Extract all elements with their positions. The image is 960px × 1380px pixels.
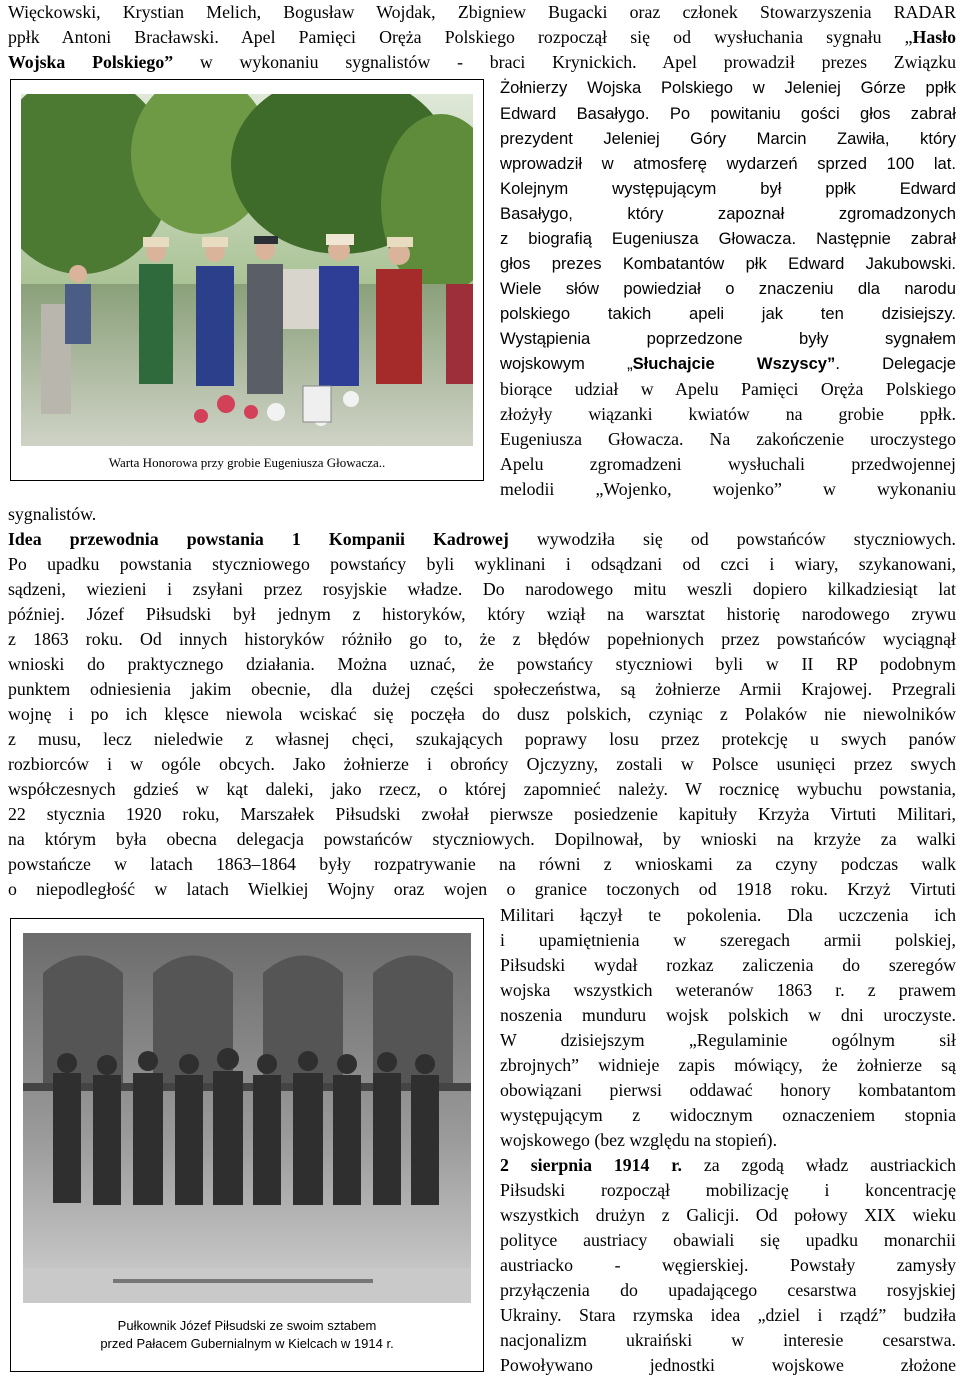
- text-line: [500, 176, 956, 201]
- text-run: za zgodą władz austriackich: [681, 1155, 956, 1175]
- text-line: [500, 1253, 956, 1278]
- text-line: [8, 877, 956, 902]
- text-run: z 1863 roku. Od innych historyków różniło go to, że z błędów popełnionych przez powstańców wyciągnął: [8, 629, 956, 649]
- bold-text: Słuchajcie Wszyscy”: [632, 354, 836, 373]
- text-run: austriacko - węgierskiej. Powstały zamysły: [500, 1255, 956, 1275]
- text-line: [500, 326, 956, 351]
- text-run: wnioski do praktycznego działania. Można uznać, że powstańcy styczniowi byli w II RP podobnym: [8, 654, 956, 674]
- text-run: wojnę i po ich klęsce niewola wciskać się poczęła do dusz polskich, czyniąc z Polaków nie niewolników: [8, 704, 956, 724]
- text-line: [8, 25, 956, 50]
- text-line: [8, 752, 956, 777]
- text-line: [500, 226, 956, 251]
- text-run: zbrojnych” widnieje zapis mówiący, że żołnierze są: [500, 1055, 956, 1075]
- text-run: Wystąpienia poprzedzone były sygnałem: [500, 329, 956, 348]
- text-line: [8, 502, 956, 527]
- text-run: polityce austriacy obawiali się upadku monarchii: [500, 1230, 956, 1250]
- text-line: [500, 953, 956, 978]
- text-line: [500, 1303, 956, 1328]
- text-line: [500, 251, 956, 276]
- text-line: [500, 1103, 956, 1128]
- text-line: [8, 527, 956, 552]
- text-line: [500, 201, 956, 226]
- text-line: [500, 402, 956, 427]
- text-run: obowiązani pierwsi oddawać honory kombatantom: [500, 1080, 956, 1100]
- text-run: wojska wszystkich weteranów 1863 r. z prawem: [500, 980, 956, 1000]
- text-run: Piłsudski wydał rozkaz zaliczenia do szeregów: [500, 955, 956, 975]
- text-run: przyłączenia do upadającego cesarstwa rosyjskiej: [500, 1280, 956, 1300]
- text-run: Piłsudski rozpoczął mobilizację i koncentrację: [500, 1180, 956, 1200]
- text-line: [500, 1053, 956, 1078]
- text-run: sądzeni, wiezieni i zsyłani przez rosyjskie władze. Do narodowego mitu weszli dopiero kilkadziesiąt lat: [8, 579, 956, 599]
- text-run: polskiego takich apeli jak ten dzisiejszy.: [500, 304, 956, 323]
- text-line: [500, 978, 956, 1003]
- text-run: nacjonalizm ukraiński w interesie cesarstwa.: [500, 1330, 956, 1350]
- text-run: ppłk Antoni Bracławski. Apel Pamięci Oręża Polskiego rozpoczął się od wysłuchania sygnału „: [8, 27, 913, 47]
- text-line: [500, 1003, 956, 1028]
- text-line: [500, 301, 956, 326]
- text-run: prezydent Jeleniej Góry Marcin Zawiła, który: [500, 129, 956, 148]
- text-line: [500, 101, 956, 126]
- text-line: [500, 1128, 956, 1153]
- text-line: [8, 50, 956, 75]
- text-line: [500, 276, 956, 301]
- text-run: punktem odniesienia jakim obecnie, dla dużej części społeczeństwa, są żołnierze Armii Krajowej. Przegrali: [8, 679, 956, 699]
- text-run: występującym z widocznym oznaczeniem stopnia: [500, 1105, 956, 1125]
- text-line: [500, 151, 956, 176]
- text-run: noszenia munduru wojsk polskich w dni uroczyste.: [500, 1005, 956, 1025]
- text-run: z musu, lecz nieledwie z własnej chęci, szukających poprawy losu przez protekcję u swych panów: [8, 729, 956, 749]
- text-run: złożyły wiązanki kwiatów na grobie ppłk.: [500, 404, 956, 424]
- text-line: [500, 903, 956, 928]
- text-line: [8, 552, 956, 577]
- text-run: melodii „Wojenko, wojenko” w wykonaniu: [500, 479, 956, 499]
- text-run: głos prezes Kombatantów płk Edward Jakubowski.: [500, 254, 956, 273]
- text-line: [8, 727, 956, 752]
- text-run: wojskowym „: [500, 354, 633, 373]
- text-line: [8, 577, 956, 602]
- text-run: z biografią Eugeniusza Głowacza. Następnie zabrał: [500, 229, 956, 248]
- text-line: [500, 1153, 956, 1178]
- text-line: [500, 1178, 956, 1203]
- text-line: [8, 0, 956, 25]
- text-line: [500, 75, 956, 100]
- text-line: [500, 477, 956, 502]
- text-line: [500, 1328, 956, 1353]
- text-run: Wiele słów powiedział o znaczeniu dla narodu: [500, 279, 956, 298]
- text-run: później. Józef Piłsudski był jednym z historyków, który wziął na warsztat historię narodowego zrywu: [8, 604, 956, 624]
- text-line: [500, 377, 956, 402]
- text-run: powstańcze w latach 1863–1864 były rozpatrywanie na równi z wnioskami za czyny podczas walk: [8, 854, 956, 874]
- bold-text: Idea przewodnia powstania 1 Kompanii Kadrowej: [8, 529, 509, 549]
- text-line: [8, 652, 956, 677]
- figure-honor-guard: [10, 79, 484, 481]
- text-run: Basałygo, który zapoznał zgromadzonych: [500, 204, 956, 223]
- text-line: [500, 1028, 956, 1053]
- text-line: [500, 427, 956, 452]
- text-line: [500, 452, 956, 477]
- text-line: [500, 1078, 956, 1103]
- text-run: Żołnierzy Wojska Polskiego w Jeleniej Górze ppłk: [500, 78, 956, 97]
- photo-honor-guard: [21, 94, 473, 446]
- text-line: [500, 1203, 956, 1228]
- figure2-caption: [11, 1317, 483, 1353]
- text-run: w wykonaniu sygnalistów - braci Krynickich. Apel prowadził prezes Związku: [173, 52, 956, 72]
- figure1-caption: Warta Honorowa przy grobie Eugeniusza Głowacza..: [108, 455, 386, 470]
- text-run: na którym była obecna delegacja powstańców styczniowych. Dopilnował, by wnioski na krzyże za walki: [8, 829, 956, 849]
- text-line: [8, 852, 956, 877]
- text-run: o niepodległość w latach Wielkiej Wojny oraz wojen o granice toczonych od 1918 roku. Krzyż Virtuti: [8, 879, 956, 899]
- text-line: [8, 702, 956, 727]
- text-line: [8, 777, 956, 802]
- text-run: Kolejnym występującym był ppłk Edward: [500, 179, 956, 198]
- text-line: [500, 1228, 956, 1253]
- text-run: współczesnych gdzieś w kąt daleki, jako rzecz, o której zapomnieć należy. W rocznicę wybuchu powstania,: [8, 779, 956, 799]
- figure2-caption-line2: przed Pałacem Gubernialnym w Kielcach w 1914 r.: [100, 1336, 394, 1351]
- text-line: [8, 602, 956, 627]
- text-run: rozbiorców i w ogóle obcych. Jako żołnierze i obrońcy Ojczyzny, zostali w Polsce usunięci przez swych: [8, 754, 956, 774]
- text-run: wszystkich drużyn z Galicji. Od połowy XIX wieku: [500, 1205, 956, 1225]
- text-line: [500, 1353, 956, 1378]
- figure2-caption-line1: Pułkownik Józef Piłsudski ze swoim sztabem: [117, 1318, 377, 1333]
- text-run: Eugeniusza Głowacza. Na zakończenie uroczystego: [500, 429, 956, 449]
- text-run: Po upadku powstania styczniowego powstańcy byli wyklinani i odsądzani od czci i wiary, szykanowani,: [8, 554, 956, 574]
- text-run: Edward Basałygo. Po powitaniu gości głos zabrał: [500, 104, 956, 123]
- text-run: Ukrainy. Stara rzymska idea „dziel i rządź” budziła: [500, 1305, 956, 1325]
- text-run: wprowadził w atmosferę wydarzeń sprzed 100 lat.: [500, 154, 956, 173]
- text-run: Powoływano jednostki wojskowe złożone: [500, 1355, 956, 1375]
- text-run: Militari łączył te pokolenia. Dla uczczenia ich: [500, 905, 956, 925]
- text-run: biorące udział w Apelu Pamięci Oręża Polskiego: [500, 379, 956, 399]
- text-line: [8, 677, 956, 702]
- text-run: i upamiętnienia w szeregach armii polskiej,: [500, 930, 956, 950]
- text-line: [8, 627, 956, 652]
- bold-text: Wojska Polskiego”: [8, 52, 174, 72]
- text-run: Więckowski, Krystian Melich, Bogusław Wojdak, Zbigniew Bugacki oraz członek Stowarzyszenia RADAR: [8, 2, 956, 22]
- text-run: wywodziła się od powstańców styczniowych.: [508, 529, 956, 549]
- text-line: [500, 126, 956, 151]
- bold-text: 2 sierpnia 1914 r.: [500, 1155, 682, 1175]
- bold-text: Hasło: [912, 27, 956, 47]
- text-line: [8, 827, 956, 852]
- figure-pilsudski-staff: [10, 918, 484, 1372]
- text-run: wojskowego (bez względu na stopień).: [500, 1130, 778, 1150]
- text-line: [500, 351, 956, 376]
- text-line: [500, 928, 956, 953]
- text-run: 22 stycznia 1920 roku, Marszałek Piłsudski zwołał pierwsze posiedzenie kapituły Krzyża Virtuti Militari,: [8, 804, 956, 824]
- text-run: . Delegacje: [835, 354, 956, 373]
- text-line: [8, 802, 956, 827]
- text-run: sygnalistów.: [8, 504, 97, 524]
- text-run: Apelu zgromadzeni wysłuchali przedwojennej: [500, 454, 956, 474]
- text-run: W dzisiejszym „Regulaminie ogólnym sił: [500, 1030, 956, 1050]
- photo-pilsudski-staff: [23, 933, 471, 1303]
- text-line: [500, 1278, 956, 1303]
